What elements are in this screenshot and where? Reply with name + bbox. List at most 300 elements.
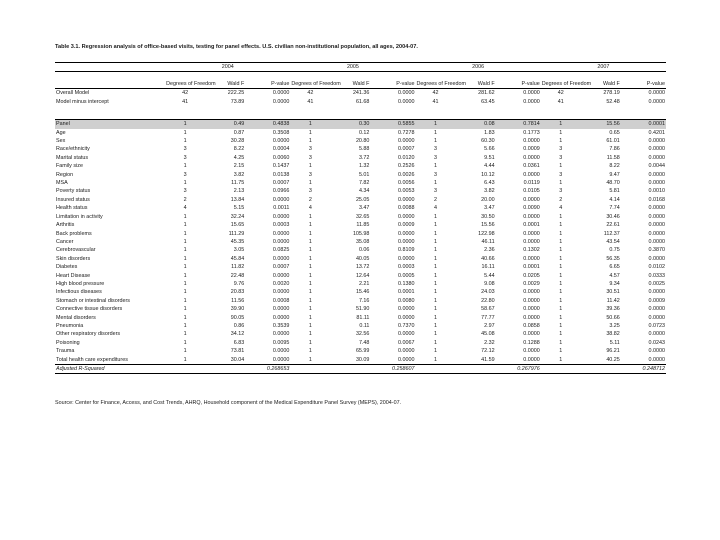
p-value-cell: 0.0000 xyxy=(398,230,415,237)
row-label: Overall Model xyxy=(56,90,90,97)
df-cell: 1 xyxy=(183,322,187,329)
p-value-cell: 0.0000 xyxy=(272,138,290,145)
p-value-cell: 0.0000 xyxy=(272,306,290,313)
wald-f-cell: 20.00 xyxy=(481,196,495,203)
df-cell: 1 xyxy=(434,129,438,136)
table-row xyxy=(55,187,666,195)
wald-f-cell: 5.15 xyxy=(233,205,245,212)
p-value-cell: 0.0000 xyxy=(648,230,665,237)
table-row xyxy=(55,272,666,280)
df-cell: 1 xyxy=(308,314,312,321)
wald-f-cell: 0.87 xyxy=(233,129,245,136)
p-value-cell: 0.0009 xyxy=(648,297,665,304)
df-cell: 1 xyxy=(183,255,187,262)
p-value-cell: 0.0000 xyxy=(648,348,665,355)
df-cell: 1 xyxy=(308,331,312,338)
p-value-cell: 0.0010 xyxy=(648,188,665,195)
table-row xyxy=(55,213,666,221)
wald-f-cell: 30.09 xyxy=(330,356,370,365)
wald-f-cell: 73.81 xyxy=(230,348,245,355)
df-cell: 1 xyxy=(183,306,187,313)
table-row xyxy=(55,145,666,153)
wald-f-cell: 30.46 xyxy=(606,213,620,220)
df-cell: 1 xyxy=(434,138,438,145)
p-value-cell: 0.0005 xyxy=(398,272,415,279)
row-label: Marital status xyxy=(56,154,89,161)
table-row xyxy=(55,89,666,98)
wald-f-cell: 12.64 xyxy=(355,272,370,279)
wald-f-cell: 63.45 xyxy=(481,98,495,105)
df-cell: 41 xyxy=(182,98,189,105)
row-label: Stomach or intestinal disorders xyxy=(56,297,131,304)
wald-f-cell: 4.14 xyxy=(609,196,620,203)
wald-f-cell: 11.85 xyxy=(356,222,370,229)
p-value-cell: 0.0000 xyxy=(648,222,665,229)
wald-f-cell: 112.37 xyxy=(603,230,620,237)
df-cell: 1 xyxy=(290,120,330,129)
wald-f-cell: 0.06 xyxy=(358,247,370,254)
p-value-cell: 0.0000 xyxy=(523,331,540,338)
wald-f-cell: 0.12 xyxy=(358,129,370,136)
year-header: 2006 xyxy=(416,63,541,72)
row-label: Cancer xyxy=(56,238,74,245)
df-cell: 1 xyxy=(434,222,438,229)
df-header: Degrees of Freedom xyxy=(416,72,456,89)
p-value-cell: 0.0000 xyxy=(398,238,415,245)
wald-f-cell: 7.82 xyxy=(358,180,370,187)
df-cell: 3 xyxy=(183,188,187,195)
p-value-cell: 0.0966 xyxy=(272,188,290,195)
p-value-cell: 0.0120 xyxy=(398,154,415,161)
regression-table xyxy=(55,62,666,374)
df-cell: 1 xyxy=(434,339,438,346)
p-value-cell: 0.0000 xyxy=(523,98,540,105)
df-cell: 1 xyxy=(559,222,563,229)
df-cell: 1 xyxy=(308,222,312,229)
wald-f-cell: 48.70 xyxy=(606,180,620,187)
wald-f-cell: 8.22 xyxy=(609,163,620,170)
p-value-cell: 0.0000 xyxy=(398,90,415,97)
df-cell: 1 xyxy=(434,230,438,237)
p-value-header: P-value xyxy=(245,72,290,89)
p-value-cell: 0.0000 xyxy=(648,306,665,313)
table-row xyxy=(55,129,666,137)
p-value-cell: 0.0025 xyxy=(648,280,665,287)
df-cell: 1 xyxy=(308,297,312,304)
wald-f-cell: 8.22 xyxy=(233,146,245,153)
df-cell: 41 xyxy=(557,98,564,105)
df-cell: 1 xyxy=(434,163,438,170)
p-value-cell: 0.0168 xyxy=(648,196,665,203)
df-cell: 1 xyxy=(183,297,187,304)
wald-f-cell: 72.12 xyxy=(481,348,495,355)
p-value-cell: 0.0000 xyxy=(648,90,665,97)
p-value-cell: 0.0000 xyxy=(272,98,290,105)
p-value-header: P-value xyxy=(621,72,666,89)
df-cell: 1 xyxy=(559,138,563,145)
df-cell: 1 xyxy=(308,289,312,296)
df-cell: 1 xyxy=(434,314,438,321)
df-cell: 1 xyxy=(308,129,312,136)
p-value-cell: 0.0000 xyxy=(648,314,665,321)
wald-f-cell: 39.36 xyxy=(606,306,620,313)
df-cell: 1 xyxy=(308,180,312,187)
wald-f-cell: 38.82 xyxy=(606,331,620,338)
p-value-cell: 0.0007 xyxy=(272,180,290,187)
wald-f-cell: 7.48 xyxy=(358,339,370,346)
wald-f-cell: 58.67 xyxy=(481,306,495,313)
p-value-cell: 0.0000 xyxy=(648,331,665,338)
p-value-cell: 0.0009 xyxy=(398,222,415,229)
wald-f-cell: 122.98 xyxy=(478,230,495,237)
table-header xyxy=(55,63,666,89)
wald-f-cell: 241.36 xyxy=(352,90,370,97)
df-cell: 3 xyxy=(183,154,187,161)
df-cell: 1 xyxy=(308,255,312,262)
p-value-cell: 0.0205 xyxy=(523,272,540,279)
wald-f-cell: 5.01 xyxy=(358,171,370,178)
row-label: Limitation in activity xyxy=(56,213,103,220)
df-cell: 41 xyxy=(307,98,314,105)
p-value-cell: 0.0000 xyxy=(398,196,415,203)
p-value-cell: 0.0088 xyxy=(398,205,415,212)
p-value-cell: 0.0003 xyxy=(398,264,415,271)
p-value-cell: 0.0361 xyxy=(523,163,540,170)
p-value-cell: 0.0000 xyxy=(523,348,540,355)
wald-f-cell: 15.56 xyxy=(481,222,495,229)
wald-f-cell: 56.35 xyxy=(606,255,620,262)
wald-f-cell: 77.77 xyxy=(481,314,495,321)
p-value-cell: 0.0044 xyxy=(648,163,665,170)
df-cell: 1 xyxy=(183,339,187,346)
wald-f-cell: 39.90 xyxy=(230,306,245,313)
wald-f-cell: 35.08 xyxy=(355,238,370,245)
wald-f-cell: 4.44 xyxy=(484,163,495,170)
p-value-cell: 0.0053 xyxy=(398,188,415,195)
p-value-cell: 0.0825 xyxy=(272,247,290,254)
p-value-cell: 0.0056 xyxy=(398,180,415,187)
wald-f-cell: 60.30 xyxy=(481,138,495,145)
year-header: 2005 xyxy=(290,63,415,72)
df-cell: 3 xyxy=(434,146,438,153)
p-value-cell: 0.0000 xyxy=(523,90,540,97)
p-value-cell: 0.0000 xyxy=(245,356,290,365)
wald-f-cell: 90.05 xyxy=(230,314,245,321)
wald-f-cell: 96.21 xyxy=(606,348,620,355)
p-value-cell: 0.0000 xyxy=(523,255,540,262)
wald-f-cell: 0.86 xyxy=(233,322,245,329)
df-cell: 1 xyxy=(183,180,187,187)
df-cell: 1 xyxy=(559,314,563,321)
wald-f-cell: 9.08 xyxy=(484,280,495,287)
df-cell: 1 xyxy=(559,280,563,287)
row-label: Age xyxy=(56,129,66,136)
wald-f-cell: 30.51 xyxy=(606,289,620,296)
table-title: Table 3.1. Regression analysis of office-based visits, testing for panel effects. U.S. civilian non-institutional population, all ages, 2004-07. xyxy=(55,44,418,50)
wald-f-cell: 15.65 xyxy=(230,222,245,229)
p-value-cell: 0.3870 xyxy=(648,247,665,254)
wald-f-cell: 2.21 xyxy=(358,280,370,287)
table-row xyxy=(55,339,666,347)
wald-f-cell: 32.65 xyxy=(355,213,370,220)
df-cell: 1 xyxy=(559,213,563,220)
row-label: High blood pressure xyxy=(56,280,105,287)
p-value-cell: 0.0029 xyxy=(523,280,540,287)
row-label: Model minus intercept xyxy=(56,98,109,105)
df-cell: 42 xyxy=(182,90,189,97)
p-value-cell: 0.0119 xyxy=(523,180,540,187)
p-value-cell: 0.2526 xyxy=(398,163,415,170)
wald-f-cell: 40.66 xyxy=(481,255,495,262)
df-cell: 1 xyxy=(183,163,187,170)
wald-f-cell: 11.82 xyxy=(231,264,245,271)
p-value-cell: 0.0080 xyxy=(398,297,415,304)
row-label: Heart Disease xyxy=(56,272,91,279)
df-cell: 42 xyxy=(557,90,564,97)
wald-f-cell: 5.88 xyxy=(358,146,370,153)
wald-f-cell: 32.56 xyxy=(355,331,370,338)
df-cell: 1 xyxy=(434,272,438,279)
table-row xyxy=(55,179,666,187)
table-row xyxy=(55,330,666,338)
df-cell: 4 xyxy=(559,205,563,212)
wald-f-cell: 45.84 xyxy=(230,255,245,262)
p-value-cell: 0.0000 xyxy=(523,238,540,245)
row-label: Poverty status xyxy=(56,188,91,195)
p-value-cell: 0.0858 xyxy=(523,322,540,329)
spacer-cell xyxy=(55,106,666,120)
df-cell: 1 xyxy=(559,306,563,313)
source-note: Source: Center for Finance, Access, and Cost Trends, AHRQ, Household component of the Medical Expenditure Panel Survey (MEPS), 2004-07. xyxy=(55,400,402,406)
p-value-cell: 0.0000 xyxy=(272,90,290,97)
wald-f-cell: 9.47 xyxy=(609,171,620,178)
df-cell: 1 xyxy=(308,272,312,279)
p-value-cell: 0.1380 xyxy=(398,280,415,287)
row-label: Family size xyxy=(56,163,83,170)
row-label: Race/ethnicity xyxy=(56,146,90,153)
df-cell: 1 xyxy=(434,306,438,313)
df-cell: 1 xyxy=(559,322,563,329)
df-cell: 1 xyxy=(559,163,563,170)
df-cell: 42 xyxy=(307,90,314,97)
wald-f-cell: 41.59 xyxy=(456,356,496,365)
table-row xyxy=(55,137,666,145)
p-value-cell: 0.7278 xyxy=(398,129,415,136)
wald-f-cell: 281.62 xyxy=(478,90,495,97)
df-cell: 1 xyxy=(559,348,563,355)
r-squared-cell: 0.267976 xyxy=(416,365,541,374)
df-cell: 3 xyxy=(559,154,563,161)
df-cell: 1 xyxy=(559,272,563,279)
wald-f-header: Wald F xyxy=(330,72,370,89)
df-cell: 1 xyxy=(308,348,312,355)
df-cell: 1 xyxy=(559,180,563,187)
row-label: Skin disorders xyxy=(56,255,91,262)
p-value-header: P-value xyxy=(370,72,415,89)
df-cell: 1 xyxy=(434,213,438,220)
wald-f-cell: 61.01 xyxy=(606,138,620,145)
df-cell: 1 xyxy=(559,230,563,237)
df-cell: 1 xyxy=(165,120,205,129)
wald-f-cell: 9.34 xyxy=(609,280,620,287)
p-value-cell: 0.0000 xyxy=(648,289,665,296)
wald-f-cell: 40.05 xyxy=(355,255,370,262)
df-cell: 1 xyxy=(559,238,563,245)
wald-f-header: Wald F xyxy=(456,72,496,89)
df-cell: 1 xyxy=(183,264,187,271)
df-cell: 1 xyxy=(183,129,187,136)
p-value-cell: 0.0000 xyxy=(523,314,540,321)
df-cell: 1 xyxy=(308,339,312,346)
table-row xyxy=(55,280,666,288)
p-value-cell: 0.0001 xyxy=(523,222,540,229)
p-value-cell: 0.0090 xyxy=(523,205,540,212)
df-cell: 1 xyxy=(165,356,205,365)
df-cell: 3 xyxy=(183,171,187,178)
row-label: Back problems xyxy=(56,230,92,237)
row-label: Poisoning xyxy=(56,339,80,346)
subheader-row xyxy=(55,72,666,89)
df-cell: 1 xyxy=(183,247,187,254)
df-cell: 1 xyxy=(308,213,312,220)
p-value-cell: 0.0000 xyxy=(398,306,415,313)
df-cell: 1 xyxy=(434,331,438,338)
df-cell: 1 xyxy=(434,238,438,245)
df-cell: 41 xyxy=(432,98,439,105)
row-label: Sex xyxy=(56,138,66,145)
wald-f-cell: 81.11 xyxy=(356,314,370,321)
df-cell: 1 xyxy=(183,238,187,245)
wald-f-cell: 1.32 xyxy=(358,163,370,170)
p-value-cell: 0.0011 xyxy=(273,205,290,212)
df-cell: 1 xyxy=(434,247,438,254)
wald-f-cell: 2.32 xyxy=(484,339,495,346)
df-cell: 1 xyxy=(559,129,563,136)
subheader-blank xyxy=(55,72,165,89)
table-row xyxy=(55,305,666,313)
p-value-cell: 0.0000 xyxy=(523,196,540,203)
wald-f-cell: 45.35 xyxy=(230,238,245,245)
p-value-cell: 0.0000 xyxy=(272,255,290,262)
table-row xyxy=(55,171,666,179)
df-cell: 1 xyxy=(559,339,563,346)
df-cell: 1 xyxy=(308,230,312,237)
df-cell: 1 xyxy=(183,280,187,287)
p-value-cell: 0.0000 xyxy=(398,331,415,338)
df-cell: 3 xyxy=(308,188,312,195)
p-value-cell: 0.0000 xyxy=(648,180,665,187)
p-value-cell: 0.0000 xyxy=(648,138,665,145)
wald-f-cell: 4.25 xyxy=(233,154,245,161)
wald-f-cell: 15.46 xyxy=(355,289,370,296)
p-value-cell: 0.0067 xyxy=(398,339,415,346)
wald-f-cell: 2.36 xyxy=(484,247,495,254)
df-cell: 3 xyxy=(183,146,187,153)
r-squared-cell: 0.258607 xyxy=(290,365,415,374)
df-cell: 4 xyxy=(308,205,312,212)
df-cell: 2 xyxy=(183,196,187,203)
wald-f-cell: 20.83 xyxy=(230,289,245,296)
wald-f-cell: 3.25 xyxy=(609,322,620,329)
p-value-cell: 0.0000 xyxy=(648,171,665,178)
wald-f-cell: 13.72 xyxy=(355,264,370,271)
p-value-cell: 0.0000 xyxy=(272,289,290,296)
table-row xyxy=(55,356,666,365)
p-value-cell: 0.0000 xyxy=(272,230,290,237)
df-cell: 1 xyxy=(416,356,456,365)
p-value-cell: 0.0009 xyxy=(523,146,540,153)
wald-f-cell: 6.83 xyxy=(233,339,245,346)
df-cell: 1 xyxy=(434,255,438,262)
df-cell: 1 xyxy=(434,264,438,271)
table-row xyxy=(55,98,666,106)
p-value-cell: 0.0001 xyxy=(523,264,540,271)
df-cell: 3 xyxy=(308,146,312,153)
wald-f-cell: 3.82 xyxy=(233,171,245,178)
wald-f-cell: 105.98 xyxy=(352,230,370,237)
df-cell: 1 xyxy=(559,297,563,304)
p-value-cell: 0.0000 xyxy=(523,297,540,304)
row-label: Other respiratory disorders xyxy=(56,331,121,338)
table-row xyxy=(55,221,666,229)
p-value-cell: 0.0000 xyxy=(621,356,666,365)
wald-f-cell: 7.86 xyxy=(609,146,620,153)
p-value-cell: 0.0000 xyxy=(272,314,290,321)
df-cell: 4 xyxy=(183,205,187,212)
p-value-cell: 0.0000 xyxy=(272,238,290,245)
row-label: Health status xyxy=(56,205,88,212)
wald-f-cell: 5.11 xyxy=(609,339,620,346)
table-row xyxy=(55,162,666,170)
df-cell: 1 xyxy=(183,314,187,321)
df-cell: 4 xyxy=(434,205,438,212)
p-value-cell: 0.0060 xyxy=(272,154,290,161)
p-value-cell: 0.0000 xyxy=(496,356,541,365)
p-value-cell: 0.0003 xyxy=(272,222,290,229)
df-cell: 42 xyxy=(432,90,439,97)
df-cell: 1 xyxy=(183,230,187,237)
wald-f-cell: 3.47 xyxy=(484,205,495,212)
df-cell: 2 xyxy=(308,196,312,203)
p-value-cell: 0.1773 xyxy=(523,129,540,136)
p-value-cell: 0.0138 xyxy=(272,171,290,178)
df-cell: 3 xyxy=(559,188,563,195)
row-label: Region xyxy=(56,171,74,178)
row-label: MSA xyxy=(56,180,68,187)
wald-f-cell: 22.48 xyxy=(230,272,245,279)
wald-f-cell: 11.58 xyxy=(606,154,620,161)
p-value-cell: 0.0000 xyxy=(648,255,665,262)
p-value-cell: 0.0000 xyxy=(523,289,540,296)
wald-f-cell: 6.65 xyxy=(609,264,620,271)
p-value-cell: 0.0000 xyxy=(272,196,290,203)
wald-f-cell: 6.43 xyxy=(484,180,495,187)
df-cell: 1 xyxy=(183,222,187,229)
table-body xyxy=(55,89,666,374)
wald-f-cell: 61.68 xyxy=(355,98,370,105)
df-cell: 1 xyxy=(434,322,438,329)
df-cell: 1 xyxy=(308,306,312,313)
wald-f-cell: 11.56 xyxy=(231,297,245,304)
wald-f-cell: 278.19 xyxy=(603,90,620,97)
df-cell: 1 xyxy=(183,272,187,279)
p-value-cell: 0.5855 xyxy=(370,120,415,129)
table-row xyxy=(55,238,666,246)
p-value-cell: 0.0243 xyxy=(648,339,665,346)
r-squared-cell: 0.248712 xyxy=(541,365,666,374)
df-cell: 3 xyxy=(559,146,563,153)
year-header-row xyxy=(55,63,666,72)
